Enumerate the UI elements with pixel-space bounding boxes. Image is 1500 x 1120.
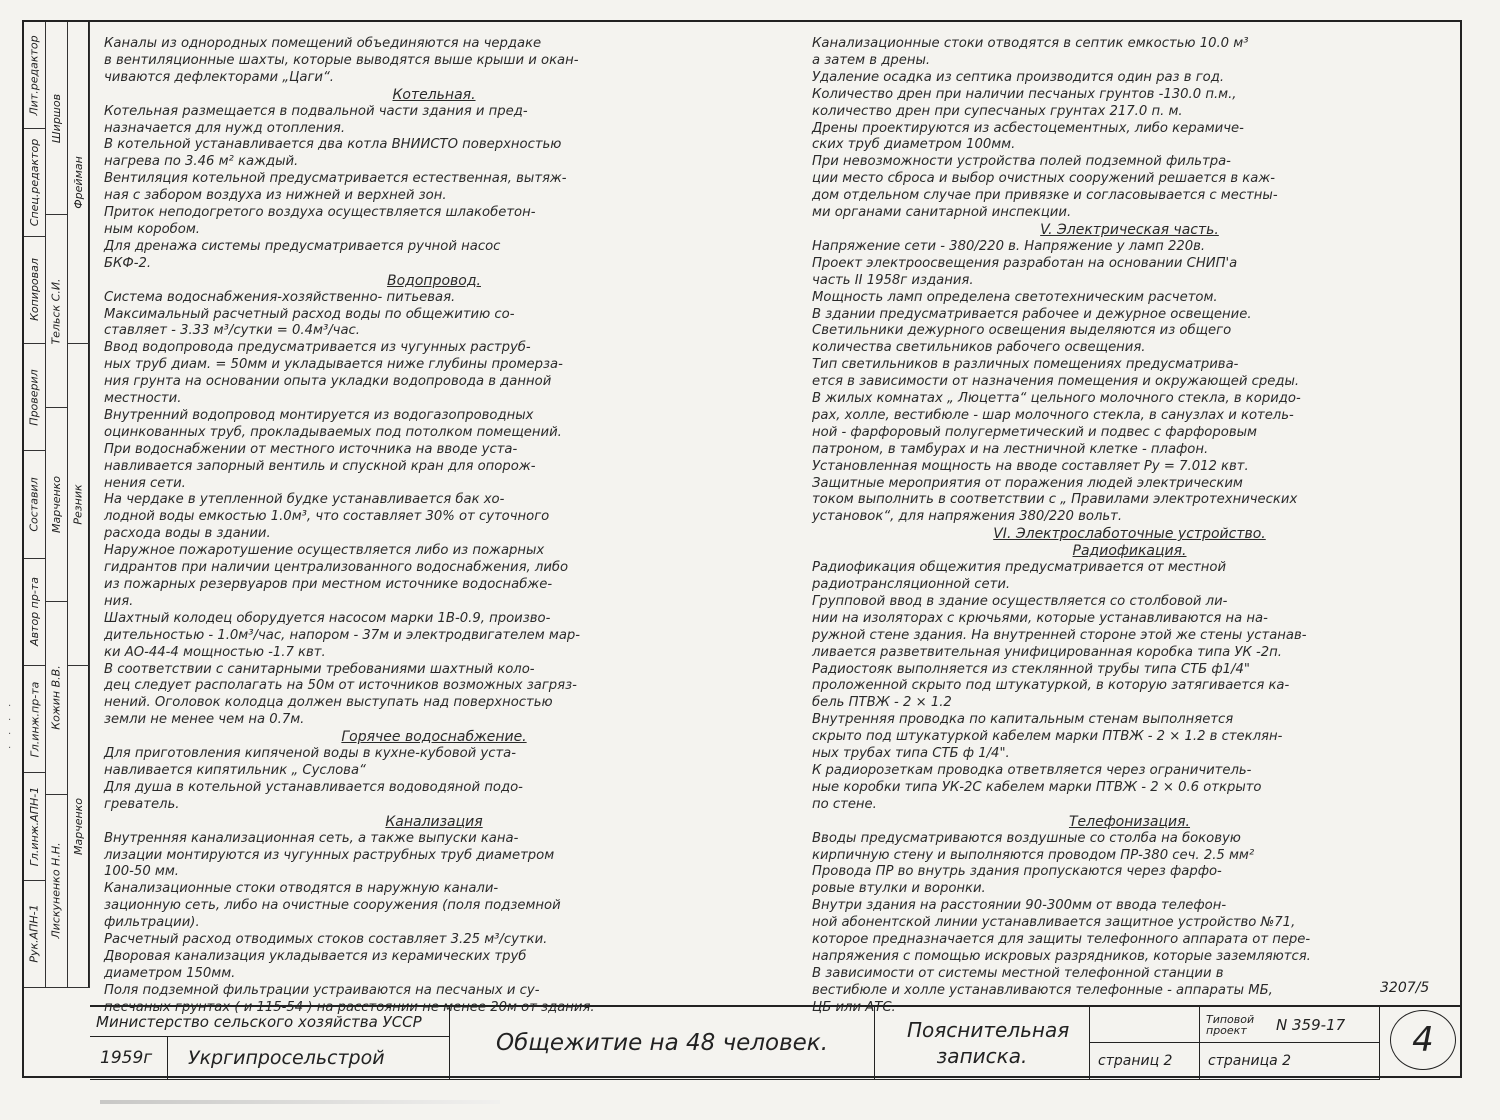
text-line: дом отдельном случае при привязке и согласовывается с местны- bbox=[812, 188, 1278, 204]
text-line: бель ПТВЖ - 2 × 1.2 bbox=[812, 695, 952, 711]
section-heading: Радиофикация. bbox=[1072, 543, 1187, 560]
text-line: рах, холле, вестибюле - шар молочного стекла, в санузлах и котель- bbox=[812, 407, 1294, 423]
strip-text: Спец.редактор bbox=[28, 138, 42, 227]
text-line: Радиостояк выполняется из стеклянной трубы типа СТБ ф1/4" bbox=[812, 661, 1250, 677]
text-line: патроном, в тамбурах и на лестничной клетке - плафон. bbox=[812, 441, 1209, 457]
year-text: 1959г bbox=[100, 1048, 153, 1068]
text-line: скрыто под штукатуркой кабелем марки ПТВЖ - 2 × 1.2 в стеклян- bbox=[812, 729, 1283, 745]
text-line: Установленная мощность на вводе составляет Ру = 7.012 квт. bbox=[812, 458, 1249, 474]
pages-cell bbox=[1090, 1043, 1200, 1080]
text-line: Защитные мероприятия от поражения людей электрическим bbox=[812, 475, 1243, 491]
text-line: Максимальный расчетный расход воды по общежитию со- bbox=[104, 306, 515, 322]
text-line: ные коробки типа УК-2С кабелем марки ПТВЖ - 2 × 0.6 открыто bbox=[812, 779, 1262, 795]
text-line: Для душа в котельной устанавливается водоводяной подо- bbox=[104, 779, 523, 795]
tech-mark: 3207/5 bbox=[1380, 980, 1430, 996]
scan-artifact bbox=[100, 1100, 500, 1104]
strip-cell bbox=[68, 22, 89, 344]
text-line: часть II 1958г издания. bbox=[812, 272, 974, 288]
blank-cell bbox=[1090, 1007, 1200, 1043]
project-number: N 359-17 bbox=[1276, 1015, 1346, 1034]
text-line: ливается разветвительная унифицированная коробка типа УК -2п. bbox=[812, 644, 1282, 660]
text-line: из пожарных резервуаров при местном источнике водоснабже- bbox=[104, 577, 553, 592]
text-line: В соответствии с санитарными требованиями шахтный коло- bbox=[104, 661, 535, 677]
sheet-number: 4 bbox=[1390, 1010, 1456, 1070]
section-heading: Водопровод. bbox=[387, 272, 481, 289]
text-line: На чердаке в утепленной будке устанавливается бак хо- bbox=[104, 492, 505, 508]
text-line: Вентиляция котельной предусматривается естественная, вытяж- bbox=[104, 171, 567, 187]
text-line: Для дренажа системы предусматривается ручной насос bbox=[104, 238, 501, 254]
text-line: К радиорозеткам проводка ответвляется через ограничитель- bbox=[812, 762, 1252, 778]
text-line: Канализационные стоки отводятся в наружную канали- bbox=[104, 881, 499, 897]
text-line: Удаление осадка из септика производится один раз в год. bbox=[812, 69, 1225, 85]
title-cell bbox=[450, 1007, 875, 1080]
text-line: В зависимости от системы местной телефонной станции в bbox=[812, 965, 1224, 981]
section-heading: VI. Электрослаботочные устройство. bbox=[993, 526, 1266, 543]
text-line: Внутри здания на расстоянии 90-300мм от ввода телефон- bbox=[812, 898, 1227, 914]
strip-cell bbox=[24, 344, 45, 451]
text-line: назначается для нужд отопления. bbox=[104, 120, 346, 136]
strip-text: Автор пр-та bbox=[28, 577, 42, 647]
strip-cell bbox=[24, 451, 45, 558]
signature-strip bbox=[24, 22, 90, 988]
strip-cell bbox=[46, 795, 67, 988]
text-line: Мощность ламп определена светотехническим расчетом. bbox=[812, 289, 1218, 305]
text-line: ния. bbox=[104, 593, 134, 609]
text-line: ной абонентской линии устанавливается защитное устройство №71, bbox=[812, 915, 1296, 931]
text-line: ния грунта на основании опыта укладки водопровода в данной bbox=[104, 374, 552, 390]
text-line: нии на изоляторах с крючьями, которые устанавливаются на на- bbox=[812, 610, 1268, 626]
text-line: Вводы предусматриваются воздушные со столба на боковую bbox=[812, 830, 1241, 846]
text-line: ется в зависимости от назначения помещения и окружающей среды. bbox=[812, 374, 1300, 390]
strip-cell bbox=[68, 344, 89, 666]
text-line: В здании предусматривается рабочее и дежурное освещение. bbox=[812, 306, 1252, 322]
text-line: фильтрации). bbox=[104, 915, 200, 931]
strip-text: Составил bbox=[28, 477, 41, 532]
strip-text: Ширшов bbox=[50, 93, 63, 143]
strip-text: Марченко bbox=[50, 475, 64, 534]
text-line: ки АО-44-4 мощностью -1.7 квт. bbox=[104, 644, 326, 660]
text-line: чиваются дефлекторами „Цаги“. bbox=[104, 69, 334, 85]
text-line: радиотрансляционной сети. bbox=[812, 577, 1011, 592]
text-line: В котельной устанавливается два котла ВНИИСТО поверхностью bbox=[104, 137, 562, 153]
year-cell bbox=[90, 1037, 168, 1080]
text-line: оцинкованных труб, прокладываемых под потолком помещений. bbox=[104, 424, 562, 440]
strip-roles-column bbox=[24, 22, 46, 988]
text-line: нагрева по 3.46 м² каждый. bbox=[104, 154, 299, 170]
text-line: диаметром 150мм. bbox=[104, 965, 236, 981]
text-line: БКФ-2. bbox=[104, 255, 152, 271]
section-heading: Горячее водоснабжение. bbox=[341, 729, 527, 746]
text-line: Дрены проектируются из асбестоцементных, либо керамиче- bbox=[812, 120, 1244, 136]
text-line: Приток неподогретого воздуха осуществляется шлакобетон- bbox=[104, 205, 536, 221]
text-line: Групповой ввод в здание осуществляется со столбовой ли- bbox=[812, 593, 1228, 609]
text-line: расхода воды в здании. bbox=[104, 526, 271, 542]
text-line: греватель. bbox=[104, 796, 180, 812]
text-line: ных труб диам. = 50мм и укладывается ниже глубины промерза- bbox=[104, 357, 563, 373]
text-line: При невозможности устройства полей подземной фильтра- bbox=[812, 154, 1231, 170]
text-line: ставляет - 3.33 м³/сутки = 0.4м³/час. bbox=[104, 323, 360, 339]
text-line: нения сети. bbox=[104, 475, 186, 491]
strip-cell bbox=[46, 215, 67, 408]
text-line: лизации монтируются из чугунных раструбных труб диаметром bbox=[104, 847, 555, 863]
text-line: ная с забором воздуха из нижней и верхней зон. bbox=[104, 188, 447, 204]
text-line: Шахтный колодец оборудуется насосом марки 1В-0.9, произво- bbox=[104, 610, 551, 626]
strip-cell bbox=[68, 666, 89, 988]
text-line: в вентиляционные шахты, которые выводятся выше крыши и окан- bbox=[104, 52, 579, 68]
text-line: Расчетный расход отводимых стоков составляет 3.25 м³/сутки. bbox=[104, 932, 548, 948]
text-line: лодной воды емкостью 1.0м³, что составляет 30% от суточного bbox=[104, 509, 550, 525]
doc-type-text: Пояснительная записка. bbox=[907, 1018, 1070, 1068]
text-line: количества светильников рабочего освещения. bbox=[812, 340, 1146, 356]
org-cell bbox=[168, 1037, 450, 1080]
text-line: Внутренняя проводка по капитальным стенам выполняется bbox=[812, 712, 1234, 728]
text-line: Внутренний водопровод монтируется из водогазопроводных bbox=[104, 407, 534, 423]
text-line: Ввод водопровода предусматривается из чугунных раструб- bbox=[104, 340, 531, 356]
strip-cell bbox=[46, 408, 67, 601]
strip-cell bbox=[24, 773, 45, 880]
section-heading: Телефонизация. bbox=[1068, 813, 1191, 830]
text-line: зационную сеть, либо на очистные сооружения (поля подземной bbox=[104, 898, 561, 914]
text-line: навливается кипятильник „ Суслова“ bbox=[104, 762, 366, 778]
text-line: Проект электроосвещения разработан на основании СНИП'а bbox=[812, 255, 1238, 271]
section-heading: Канализация bbox=[385, 813, 483, 830]
text-line: ной - фарфоровый полугерметический и подвес с фарфоровым bbox=[812, 424, 1257, 440]
text-line: гидрантов при наличии централизованного водоснабжения, либо bbox=[104, 560, 569, 576]
text-line: нений. Оголовок колодца должен выступать над поверхностью bbox=[104, 695, 553, 711]
strip-text: Лит.редактор bbox=[28, 35, 41, 116]
text-line: током выполнить в соответствии с „ Правилами электротехнических bbox=[812, 492, 1298, 508]
margin-marks: · · · · bbox=[8, 701, 12, 754]
text-line: Тип светильников в различных помещениях предусматрива- bbox=[812, 357, 1239, 373]
strip-cell bbox=[24, 559, 45, 666]
strip-cell bbox=[24, 129, 45, 236]
project-cell bbox=[1200, 1007, 1380, 1043]
org-name: Укргипросельстрой bbox=[188, 1047, 385, 1069]
strip-text: Фрейман bbox=[72, 156, 86, 209]
document-title: Общежитие на 48 человек. bbox=[495, 1030, 829, 1056]
strip-text: Рук.АПН-1 bbox=[28, 904, 42, 963]
page-cell bbox=[1200, 1043, 1380, 1080]
ministry-cell bbox=[90, 1007, 450, 1037]
strip-text: Марченко bbox=[72, 797, 86, 856]
text-line: по стене. bbox=[812, 796, 877, 812]
doc-type-cell bbox=[875, 1007, 1090, 1080]
section-heading: Котельная. bbox=[392, 86, 476, 103]
text-line: В жилых комнатах „ Люцетта“ цельного молочного стекла, в коридо- bbox=[812, 391, 1301, 407]
strip-cell bbox=[24, 666, 45, 773]
text-line: которое предназначается для защиты телефонного аппарата от пере- bbox=[812, 932, 1311, 948]
text-line: Канализационные стоки отводятся в септик емкостью 10.0 м³ bbox=[812, 36, 1249, 51]
text-line: Дворовая канализация укладывается из керамических труб bbox=[104, 948, 527, 964]
pages-count: страниц 2 bbox=[1098, 1053, 1173, 1069]
text-line: Поля подземной фильтрации устраиваются на песчаных и су- bbox=[104, 982, 540, 998]
strip-text: Кожин В.В. bbox=[50, 665, 63, 730]
text-line: Система водоснабжения-хозяйственно- питьевая. bbox=[104, 289, 456, 305]
strip-cell bbox=[24, 881, 45, 988]
strip-signatures-column bbox=[68, 22, 90, 988]
strip-text: Лискуненко Н.Н. bbox=[50, 842, 63, 939]
project-label: Типовой проект bbox=[1206, 1012, 1255, 1037]
text-line: ми органами санитарной инспекции. bbox=[812, 205, 1072, 221]
text-line: ских труб диаметром 100мм. bbox=[812, 137, 1016, 153]
strip-text: Гл.инж.пр-та bbox=[28, 681, 42, 758]
page-number-label: страница 2 bbox=[1208, 1053, 1292, 1069]
strip-cell bbox=[24, 237, 45, 344]
text-line: а затем в дрены. bbox=[812, 52, 931, 68]
text-line: Котельная размещается в подвальной части здания и пред- bbox=[104, 103, 528, 119]
text-line: земли не менее чем на 0.7м. bbox=[104, 712, 305, 728]
text-line: ЦБ или АТС. bbox=[812, 999, 896, 1015]
title-block bbox=[90, 1005, 1462, 1078]
text-line: количество дрен при супесчаных грунтах 217.0 п. м. bbox=[812, 103, 1183, 119]
right-text-column bbox=[812, 36, 1447, 1017]
text-line: ружной стене здания. На внутренней стороне этой же стены устанав- bbox=[812, 627, 1307, 643]
strip-cell bbox=[46, 22, 67, 215]
text-line: ных трубах типа СТБ ф 1/4". bbox=[812, 746, 1010, 762]
text-line: ции место сброса и выбор очистных сооружений решается в каж- bbox=[812, 171, 1275, 187]
text-line: При водоснабжении от местного источника на вводе уста- bbox=[104, 441, 518, 457]
text-line: Наружное пожаротушение осуществляется либо из пожарных bbox=[104, 543, 545, 559]
text-line: кирпичную стену и выполняются проводом ПР-380 сеч. 2.5 мм² bbox=[812, 847, 1255, 863]
strip-cell bbox=[24, 22, 45, 129]
text-line: 100-50 мм. bbox=[104, 864, 179, 880]
strip-text: Резник bbox=[72, 484, 85, 525]
text-line: ровые втулки и воронки. bbox=[812, 881, 986, 897]
text-line: Каналы из однородных помещений объединяются на чердаке bbox=[104, 36, 542, 51]
text-line: ным коробом. bbox=[104, 221, 200, 237]
strip-cell bbox=[46, 602, 67, 795]
strip-text: Гл.инж.АПН-1 bbox=[28, 786, 42, 867]
text-line: Светильники дежурного освещения выделяются из общего bbox=[812, 323, 1232, 339]
strip-text: Копировал bbox=[28, 258, 42, 322]
text-line: вестибюле и холле устанавливаются телефонные - аппараты МБ, bbox=[812, 982, 1273, 998]
text-line: дец следует располагать на 50м от источников возможных загряз- bbox=[104, 678, 577, 694]
text-line: дительностью - 1.0м³/час, напором - 37м и электродвигателем мар- bbox=[104, 627, 581, 643]
text-line: навливается запорный вентиль и спускной кран для опорож- bbox=[104, 458, 536, 474]
text-line: Провода ПР во внутрь здания пропускаются через фарфо- bbox=[812, 864, 1222, 880]
left-text-column bbox=[104, 36, 764, 1017]
strip-text: Тельск С.И. bbox=[50, 278, 63, 345]
text-line: песчаных грунтах ( и 115-54 ) на расстоянии не менее 20м от здания. bbox=[104, 999, 595, 1015]
ministry-name: Министерство сельского хозяйства УССР bbox=[96, 1012, 422, 1031]
text-line: Количество дрен при наличии песчаных грунтов -130.0 п.м., bbox=[812, 86, 1237, 102]
text-line: Радиофикация общежития предусматривается от местной bbox=[812, 560, 1227, 576]
text-line: проложенной скрыто под штукатуркой, в которую затягивается ка- bbox=[812, 678, 1290, 694]
text-line: Для приготовления кипяченой воды в кухне-кубовой уста- bbox=[104, 746, 516, 762]
text-line: местности. bbox=[104, 391, 182, 407]
text-line: напряжения с помощью искровых разрядников, которые заземляются. bbox=[812, 948, 1311, 964]
text-line: Внутренняя канализационная сеть, а также выпуски кана- bbox=[104, 830, 519, 846]
strip-text: Проверил bbox=[28, 368, 41, 426]
text-line: установок“, для напряжения 380/220 вольт. bbox=[812, 509, 1123, 525]
strip-names-column bbox=[46, 22, 68, 988]
section-heading: V. Электрическая часть. bbox=[1040, 221, 1219, 238]
text-line: Напряжение сети - 380/220 в. Напряжение у ламп 220в. bbox=[812, 238, 1206, 254]
